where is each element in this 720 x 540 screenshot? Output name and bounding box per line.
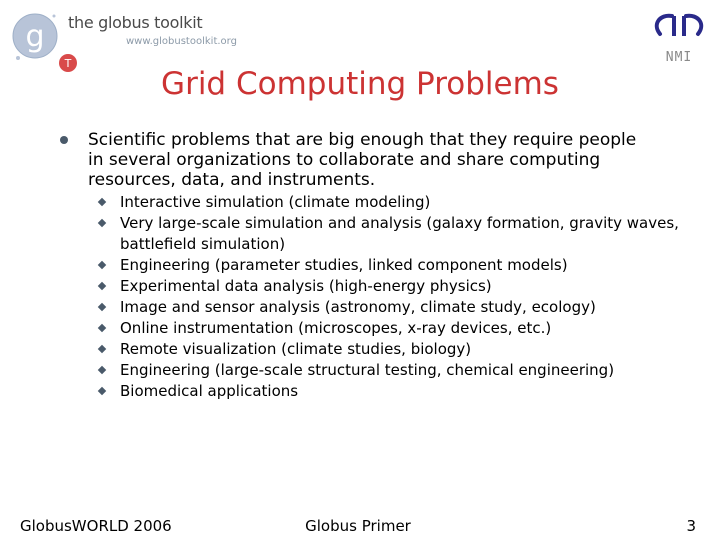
diamond-bullet-icon <box>98 366 106 374</box>
sub-bullet-item: Engineering (large-scale structural testing, chemical engineering) <box>95 360 685 381</box>
diamond-bullet-icon <box>98 282 106 290</box>
footer-event: GlobusWORLD 2006 <box>20 517 172 535</box>
main-bullet-text: Scientific problems that are big enough that they require people in several organizations to collaborate and share computing resources, data, and instruments. <box>88 130 637 190</box>
logo-mark: g <box>25 19 45 54</box>
sub-bullet-item: Image and sensor analysis (astronomy, climate study, ecology) <box>95 297 685 318</box>
sub-bullet-item: Experimental data analysis (high-energy physics) <box>95 276 685 297</box>
main-bullet <box>60 130 670 190</box>
logo-badge: T <box>64 57 72 70</box>
bullet-dot-icon <box>60 136 68 144</box>
sub-bullet-list <box>95 192 685 402</box>
diamond-bullet-icon <box>98 303 106 311</box>
sub-bullet-item: Engineering (parameter studies, linked component models) <box>95 255 685 276</box>
sub-bullet-item: Remote visualization (climate studies, biology) <box>95 339 685 360</box>
diamond-bullet-icon <box>98 219 106 227</box>
slide-title: Grid Computing Problems <box>161 66 559 102</box>
page-number: 3 <box>686 517 696 535</box>
nmi-emblem-icon <box>650 10 708 50</box>
footer-title: Globus Primer <box>305 517 411 535</box>
sub-bullet-item: Biomedical applications <box>95 381 685 402</box>
diamond-bullet-icon <box>98 198 106 206</box>
diamond-bullet-icon <box>98 261 106 269</box>
sub-bullet-item: Interactive simulation (climate modeling) <box>95 192 685 213</box>
diamond-bullet-icon <box>98 387 106 395</box>
sub-bullet-item: Online instrumentation (microscopes, x-ray devices, etc.) <box>95 318 685 339</box>
diamond-bullet-icon <box>98 345 106 353</box>
logo-url: www.globustoolkit.org <box>126 36 237 47</box>
nmi-logo <box>650 10 708 70</box>
diamond-bullet-icon <box>98 324 106 332</box>
nmi-label: NMI <box>665 50 693 65</box>
logo-name: the globus toolkit <box>68 13 203 32</box>
sub-bullet-item: Very large-scale simulation and analysis (galaxy formation, gravity waves, battlefield simulation) <box>95 213 685 255</box>
